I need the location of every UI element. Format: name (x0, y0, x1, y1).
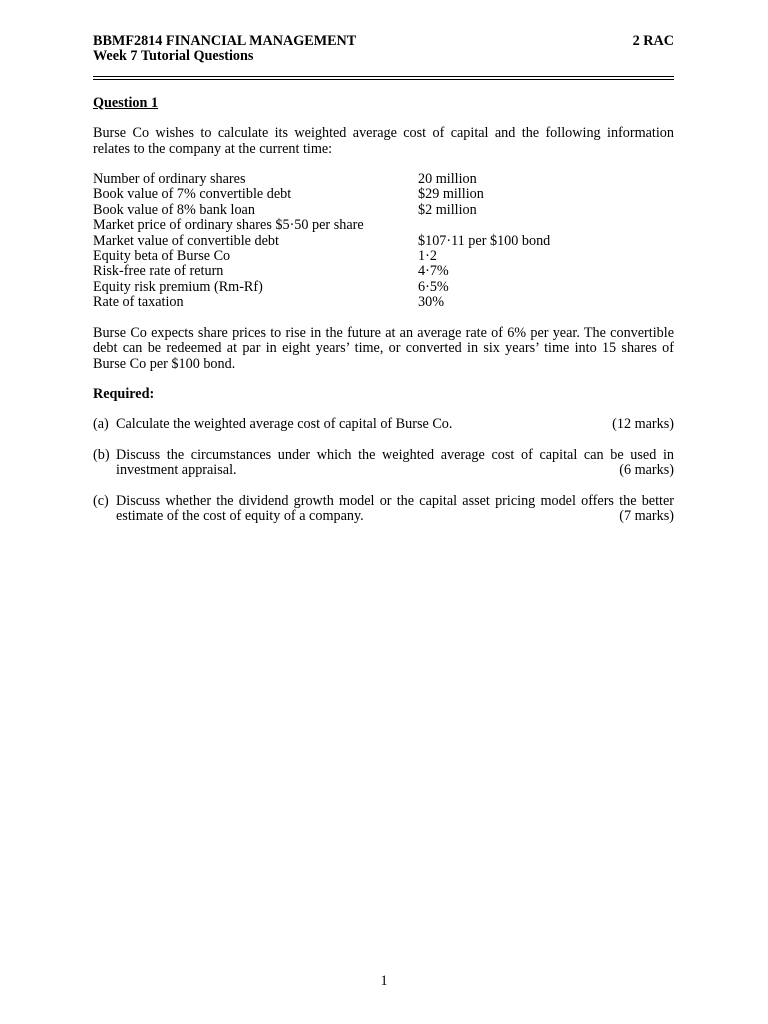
facts-list (93, 172, 674, 311)
fact-label: Book value of 7% convertible debt (93, 186, 292, 203)
part-last-line (116, 463, 674, 478)
fact-row (93, 187, 674, 202)
part-body (116, 494, 674, 525)
question-part-c (93, 494, 674, 525)
part-text-end: investment appraisal. (116, 462, 237, 479)
part-letter: (c) (93, 492, 109, 509)
fact-row (93, 203, 674, 218)
page-number: 1 (380, 973, 388, 989)
part-text: Calculate the weighted average cost of capital of Burse Co. (116, 416, 453, 433)
fact-value: 20 million (418, 171, 477, 188)
fact-label: Market price of ordinary shares $5·50 per share (93, 217, 364, 234)
fact-label: Equity risk premium (Rm-Rf) (93, 278, 263, 295)
part-letter: (b) (93, 446, 110, 463)
fact-value: $2 million (418, 201, 477, 218)
part-letter: (a) (93, 416, 109, 433)
part-marks: (6 marks) (619, 462, 674, 479)
course-code: 2 RAC (632, 33, 674, 49)
question-intro: Burse Co wishes to calculate its weighted average cost of capital and the following information relates to the company at the current time: (93, 125, 674, 157)
course-title: BBMF2814 FINANCIAL MANAGEMENT (93, 33, 357, 49)
part-last-line (116, 509, 674, 524)
fact-row (93, 234, 674, 249)
fact-label: Book value of 8% bank loan (93, 201, 255, 218)
fact-value: 30% (418, 294, 445, 311)
question-part-b (93, 448, 674, 479)
fact-label: Equity beta of Burse Co (93, 248, 231, 265)
header-row (93, 34, 674, 49)
part-text: Discuss the circumstances under which the weighted average cost of capital can be used in (116, 446, 674, 463)
part-marks: (7 marks) (619, 507, 674, 524)
fact-value: 1·2 (418, 248, 437, 265)
header-subtitle: Week 7 Tutorial Questions (93, 48, 254, 65)
required-label: Required: (93, 385, 155, 402)
fact-row (93, 172, 674, 187)
fact-value: $107·11 per $100 bond (418, 232, 551, 249)
fact-label: Rate of taxation (93, 294, 184, 311)
part-body (116, 448, 674, 479)
fact-value: 6·5% (418, 278, 449, 295)
fact-value: $29 million (418, 186, 484, 203)
fact-row (93, 249, 674, 264)
question-paragraph: Burse Co expects share prices to rise in the future at an average rate of 6% per year. The convertible debt can be redeemed at par in eight years’ time, or converted in six years’ time into 15 shares of Burse Co per $100 bond. (93, 324, 674, 372)
fact-value: 4·7% (418, 263, 449, 280)
part-marks: (12 marks) (612, 416, 674, 433)
fact-row (93, 218, 674, 233)
document-page (93, 34, 674, 524)
question-title: Question 1 (93, 94, 159, 111)
fact-label: Number of ordinary shares (93, 171, 246, 188)
fact-label: Risk-free rate of return (93, 263, 224, 280)
part-text-end: estimate of the cost of equity of a company. (116, 507, 364, 524)
fact-row (93, 280, 674, 295)
fact-row (93, 264, 674, 279)
question-part-a (93, 417, 674, 432)
part-body (116, 417, 674, 432)
header-double-rule (93, 76, 674, 80)
fact-row (93, 295, 674, 310)
fact-label: Market value of convertible debt (93, 232, 279, 249)
part-text: Discuss whether the dividend growth model or the capital asset pricing model offers the better (116, 492, 674, 509)
